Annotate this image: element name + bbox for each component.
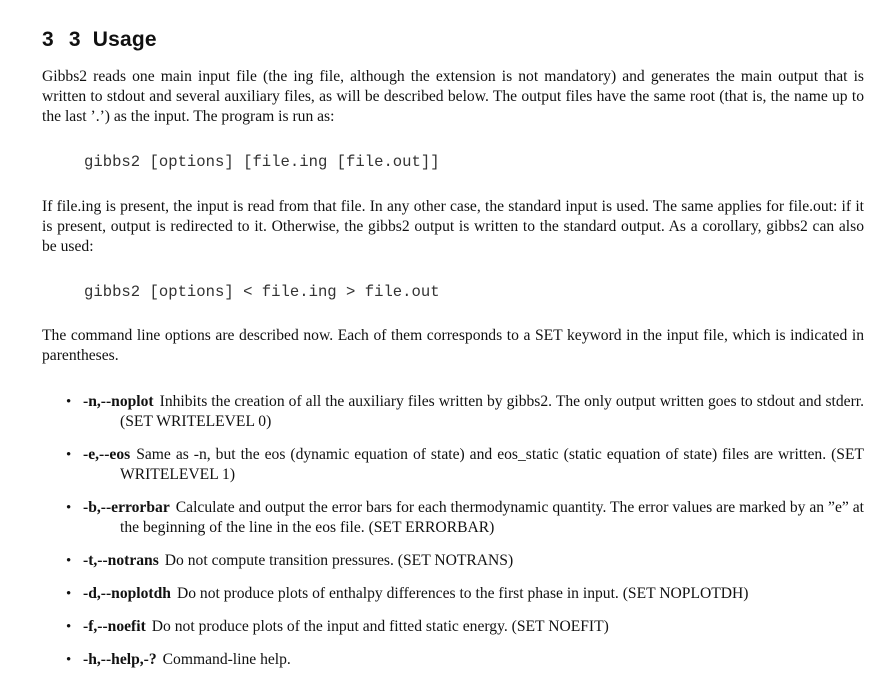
options-list — [42, 392, 864, 683]
bullet-icon: • — [66, 586, 72, 602]
option-description: Command-line help. — [162, 651, 291, 668]
bullet-icon: • — [66, 619, 72, 635]
bullet-icon: • — [66, 394, 72, 410]
option-description: Do not produce plots of the input and fitted static energy. (SET NOEFIT) — [151, 618, 609, 635]
bullet-icon: • — [66, 447, 72, 463]
options-intro-paragraph: The command line options are described now. Each of them corresponds to a SET keyword in the input file, which is indicated in parentheses. — [42, 327, 864, 364]
bullet-icon: • — [66, 553, 72, 569]
bullet-icon: • — [66, 652, 72, 668]
option-description: Do not compute transition pressures. (SET NOTRANS) — [164, 552, 514, 569]
code-block-usage: gibbs2 [options] [file.ing [file.out]] — [84, 153, 440, 171]
section-number: 3 — [68, 28, 81, 52]
option-item-errorbar — [42, 498, 864, 538]
option-description: Inhibits the creation of all the auxiliary files written by gibbs2. The only output written goes to stdout and stderr. (SET WRITELEVEL 0) — [120, 393, 864, 430]
input-output-paragraph: If file.ing is present, the input is read from that file. In any other case, the standard input is used. The same applies for file.out: if it is present, output is redirected to it. Otherwise, the gibbs2 output is written to the standard output. As a corollary, gibbs2 can also be used: — [42, 198, 864, 255]
option-item-noplotdh — [42, 584, 864, 604]
option-flag: -b,--errorbar — [83, 499, 170, 516]
option-item-help — [42, 650, 864, 670]
section-heading — [42, 28, 157, 52]
option-description: Same as -n, but the eos (dynamic equation of state) and eos_static (static equation of state) files are written. (SET WRITELEVEL 1) — [120, 446, 864, 483]
bullet-icon: • — [66, 500, 72, 516]
option-description: Calculate and output the error bars for each thermodynamic quantity. The error values are marked by an ”e” at the beginning of the line in the eos file. (SET ERRORBAR) — [120, 499, 864, 536]
option-item-eos — [42, 445, 864, 485]
option-flag: -h,--help,-? — [83, 651, 157, 668]
intro-paragraph: Gibbs2 reads one main input file (the ing file, although the extension is not mandatory) and generates the main output that is written to stdout and several auxiliary files, as will be described below. The output files have the same root (that is, the name up to the last ’.’) as the input. The program is run as: — [42, 68, 864, 125]
option-flag: -f,--noefit — [83, 618, 146, 635]
option-item-noefit — [42, 617, 864, 637]
option-flag: -n,--noplot — [83, 393, 154, 410]
option-flag: -t,--notrans — [83, 552, 159, 569]
chapter-number: 3 — [42, 28, 54, 52]
section-title: Usage — [92, 28, 157, 52]
option-description: Do not produce plots of enthalpy differences to the first phase in input. (SET NOPLOTDH) — [176, 585, 749, 602]
option-item-notrans — [42, 551, 864, 571]
option-flag: -d,--noplotdh — [83, 585, 171, 602]
option-flag: -e,--eos — [83, 446, 131, 463]
option-item-noplot — [42, 392, 864, 432]
code-block-redirect: gibbs2 [options] < file.ing > file.out — [84, 283, 440, 301]
